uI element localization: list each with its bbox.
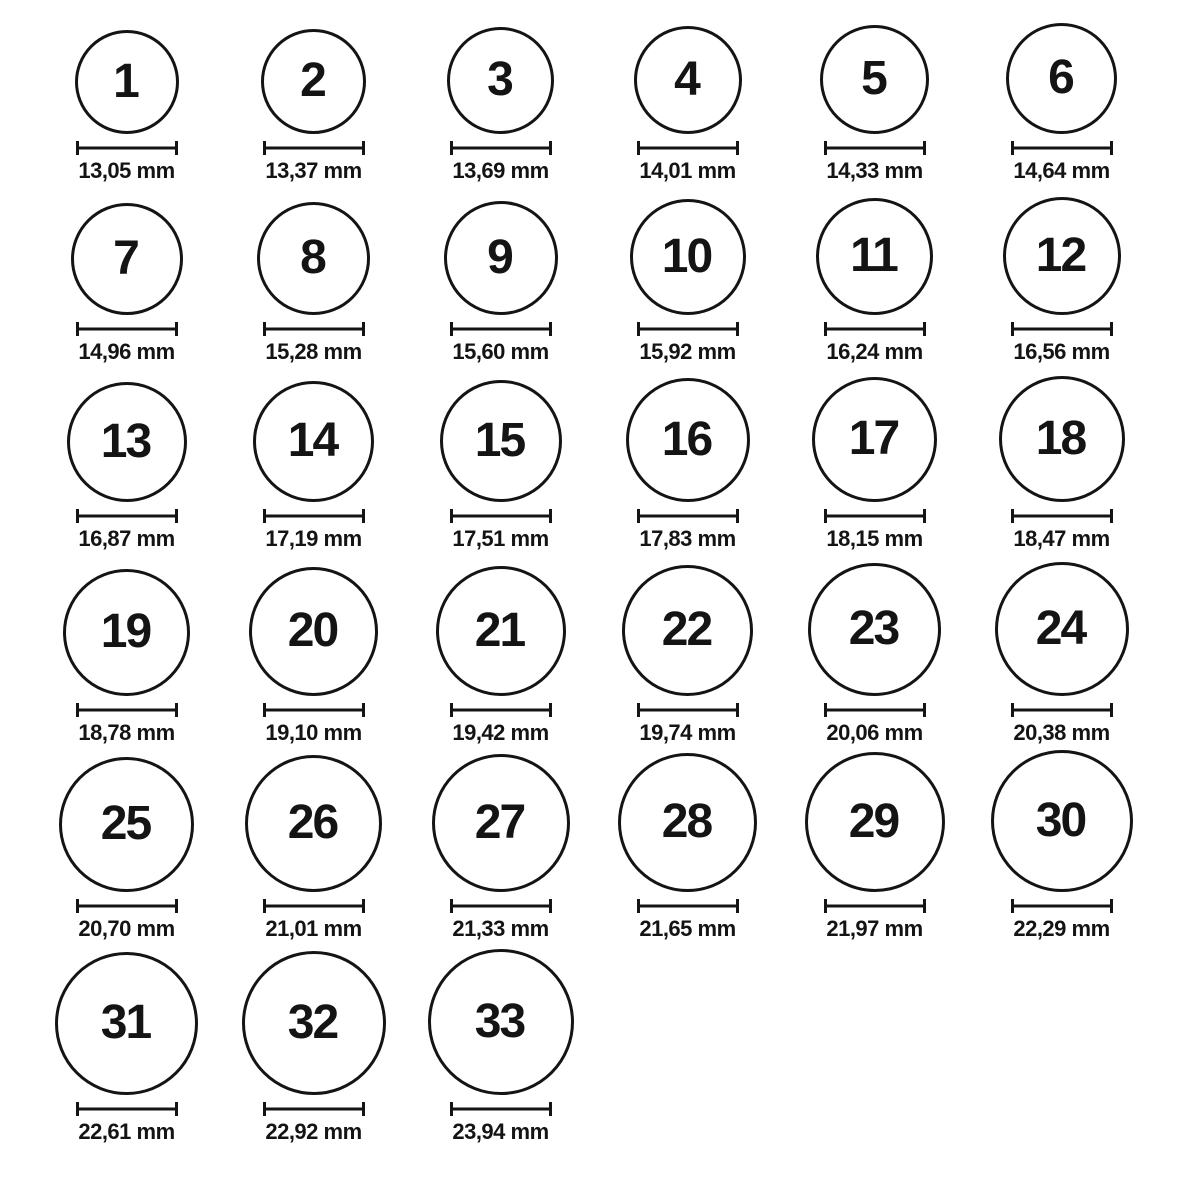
diameter-measure-bar — [637, 509, 739, 523]
ring-size-item — [999, 376, 1125, 550]
ring-size-item — [257, 202, 370, 363]
ring-size-number: 9 — [487, 230, 512, 284]
diameter-label: 16,56 mm — [1013, 338, 1110, 364]
ring-size-item — [59, 757, 194, 940]
ring-size-item — [991, 750, 1133, 940]
diameter-label: 21,97 mm — [826, 915, 923, 941]
ring-size-number: 30 — [1035, 793, 1086, 847]
ring-size-item — [808, 563, 941, 744]
ring-circle — [1003, 197, 1121, 315]
ring-size-number: 22 — [661, 603, 712, 657]
diameter-measure-bar — [76, 703, 178, 717]
ring-size-item — [436, 566, 566, 744]
ring-size-number: 32 — [287, 995, 338, 1049]
ring-size-number: 1 — [113, 54, 138, 108]
diameter-label: 15,92 mm — [639, 338, 736, 364]
ring-size-item — [432, 754, 570, 940]
ring-circle — [59, 757, 194, 892]
diameter-measure-bar — [76, 509, 178, 523]
diameter-measure-bar — [1011, 899, 1113, 913]
diameter-label: 21,33 mm — [452, 915, 549, 941]
ring-size-number: 33 — [474, 994, 525, 1048]
ring-size-item — [444, 201, 558, 363]
diameter-label: 15,60 mm — [452, 338, 549, 364]
diameter-measure-bar — [824, 703, 926, 717]
diameter-label: 14,96 mm — [78, 338, 175, 364]
ring-size-number: 12 — [1035, 228, 1086, 282]
diameter-label: 13,37 mm — [265, 157, 362, 183]
ring-circle — [249, 567, 378, 696]
ring-circle — [253, 381, 374, 502]
ring-size-item — [630, 199, 746, 363]
ring-circle — [618, 753, 757, 892]
diameter-label: 22,92 mm — [265, 1118, 362, 1144]
ring-size-number: 3 — [487, 53, 512, 107]
ring-size-number: 11 — [850, 229, 897, 283]
diameter-measure-bar — [637, 322, 739, 336]
ring-size-number: 10 — [661, 229, 712, 283]
diameter-measure-bar — [824, 509, 926, 523]
ring-circle — [432, 754, 570, 892]
ring-size-item — [71, 203, 183, 363]
ring-size-number: 17 — [848, 412, 899, 466]
ring-circle — [634, 26, 742, 134]
diameter-measure-bar — [1011, 322, 1113, 336]
ring-size-item — [812, 377, 937, 550]
diameter-measure-bar — [637, 703, 739, 717]
diameter-label: 16,24 mm — [826, 338, 923, 364]
ring-size-number: 14 — [287, 414, 338, 468]
diameter-label: 20,38 mm — [1013, 719, 1110, 745]
ring-circle — [805, 752, 945, 892]
ring-size-item — [75, 30, 179, 182]
ring-size-item — [242, 951, 386, 1143]
ring-size-number: 6 — [1048, 51, 1073, 105]
diameter-measure-bar — [76, 899, 178, 913]
ring-circle — [444, 201, 558, 315]
diameter-label: 14,01 mm — [639, 157, 736, 183]
diameter-label: 18,47 mm — [1013, 525, 1110, 551]
diameter-label: 17,51 mm — [452, 525, 549, 551]
diameter-measure-bar — [263, 703, 365, 717]
ring-circle — [55, 952, 198, 1095]
ring-circle — [622, 565, 753, 696]
ring-size-number: 15 — [474, 413, 525, 467]
ring-size-item — [626, 378, 750, 550]
diameter-measure-bar — [450, 703, 552, 717]
diameter-measure-bar — [824, 322, 926, 336]
diameter-label: 13,69 mm — [452, 157, 549, 183]
ring-circle — [1006, 23, 1117, 134]
diameter-label: 14,64 mm — [1013, 157, 1110, 183]
ring-circle — [630, 199, 746, 315]
ring-size-number: 2 — [300, 54, 325, 108]
ring-circle — [261, 29, 366, 134]
diameter-measure-bar — [824, 141, 926, 155]
ring-circle — [626, 378, 750, 502]
diameter-measure-bar — [263, 322, 365, 336]
diameter-measure-bar — [450, 509, 552, 523]
ring-size-item — [816, 198, 933, 363]
diameter-label: 20,70 mm — [78, 915, 175, 941]
ring-circle — [808, 563, 941, 696]
ring-size-number: 7 — [113, 231, 138, 285]
ring-size-item — [1003, 197, 1121, 363]
ring-size-item — [261, 29, 366, 182]
ring-circle — [257, 202, 370, 315]
ring-size-number: 31 — [100, 996, 151, 1050]
ring-circle — [447, 27, 554, 134]
ring-size-number: 16 — [661, 412, 712, 466]
diameter-measure-bar — [450, 141, 552, 155]
diameter-label: 16,87 mm — [78, 525, 175, 551]
ring-size-item — [245, 755, 382, 940]
ring-circle — [995, 562, 1129, 696]
diameter-measure-bar — [76, 322, 178, 336]
ring-size-item — [995, 562, 1129, 744]
ring-size-item — [55, 952, 198, 1143]
ring-size-number: 19 — [100, 605, 151, 659]
ring-circle — [67, 382, 187, 502]
ring-size-number: 13 — [100, 414, 151, 468]
diameter-measure-bar — [637, 899, 739, 913]
diameter-label: 15,28 mm — [265, 338, 362, 364]
ring-circle — [812, 377, 937, 502]
ring-circle — [63, 569, 190, 696]
ring-size-item — [805, 752, 945, 940]
ring-size-item — [622, 565, 753, 744]
ring-size-number: 21 — [474, 603, 525, 657]
diameter-label: 19,10 mm — [265, 719, 362, 745]
diameter-label: 20,06 mm — [826, 719, 923, 745]
diameter-measure-bar — [263, 141, 365, 155]
diameter-measure-bar — [450, 1102, 552, 1116]
ring-size-item — [249, 567, 378, 744]
diameter-measure-bar — [824, 899, 926, 913]
diameter-label: 14,33 mm — [826, 157, 923, 183]
ring-size-item — [63, 569, 190, 744]
ring-size-item — [820, 25, 929, 182]
diameter-label: 21,65 mm — [639, 915, 736, 941]
ring-size-number: 24 — [1035, 601, 1086, 655]
ring-size-number: 5 — [861, 52, 886, 106]
diameter-measure-bar — [637, 141, 739, 155]
ring-size-number: 23 — [848, 602, 899, 656]
ring-size-number: 4 — [674, 52, 699, 106]
ring-circle — [436, 566, 566, 696]
diameter-label: 18,78 mm — [78, 719, 175, 745]
diameter-measure-bar — [76, 1102, 178, 1116]
ring-size-number: 18 — [1035, 411, 1086, 465]
ring-circle — [428, 949, 574, 1095]
diameter-label: 21,01 mm — [265, 915, 362, 941]
diameter-label: 22,61 mm — [78, 1118, 175, 1144]
ring-size-number: 25 — [100, 797, 151, 851]
ring-size-item — [1006, 23, 1117, 182]
diameter-label: 18,15 mm — [826, 525, 923, 551]
ring-circle — [820, 25, 929, 134]
ring-size-number: 29 — [848, 794, 899, 848]
diameter-measure-bar — [263, 899, 365, 913]
ring-size-number: 8 — [300, 231, 325, 285]
ring-size-number: 28 — [661, 795, 712, 849]
ring-circle — [999, 376, 1125, 502]
ring-size-item — [440, 380, 562, 550]
ring-size-item — [634, 26, 742, 182]
ring-size-item — [67, 382, 187, 550]
diameter-label: 22,29 mm — [1013, 915, 1110, 941]
diameter-measure-bar — [450, 322, 552, 336]
diameter-measure-bar — [263, 509, 365, 523]
ring-size-number: 26 — [287, 796, 338, 850]
diameter-measure-bar — [450, 899, 552, 913]
diameter-measure-bar — [76, 141, 178, 155]
ring-circle — [242, 951, 386, 1095]
ring-circle — [245, 755, 382, 892]
ring-circle — [75, 30, 179, 134]
ring-size-item — [447, 27, 554, 182]
ring-circle — [816, 198, 933, 315]
ring-circle — [991, 750, 1133, 892]
ring-size-item — [253, 381, 374, 550]
ring-size-item — [428, 949, 574, 1143]
diameter-label: 19,42 mm — [452, 719, 549, 745]
diameter-label: 13,05 mm — [78, 157, 175, 183]
ring-circle — [440, 380, 562, 502]
ring-size-number: 27 — [474, 795, 525, 849]
ring-circle — [71, 203, 183, 315]
diameter-label: 23,94 mm — [452, 1118, 549, 1144]
diameter-label: 19,74 mm — [639, 719, 736, 745]
ring-size-item — [618, 753, 757, 940]
diameter-label: 17,83 mm — [639, 525, 736, 551]
diameter-label: 17,19 mm — [265, 525, 362, 551]
ring-size-number: 20 — [287, 604, 338, 658]
diameter-measure-bar — [1011, 509, 1113, 523]
diameter-measure-bar — [1011, 141, 1113, 155]
diameter-measure-bar — [1011, 703, 1113, 717]
diameter-measure-bar — [263, 1102, 365, 1116]
